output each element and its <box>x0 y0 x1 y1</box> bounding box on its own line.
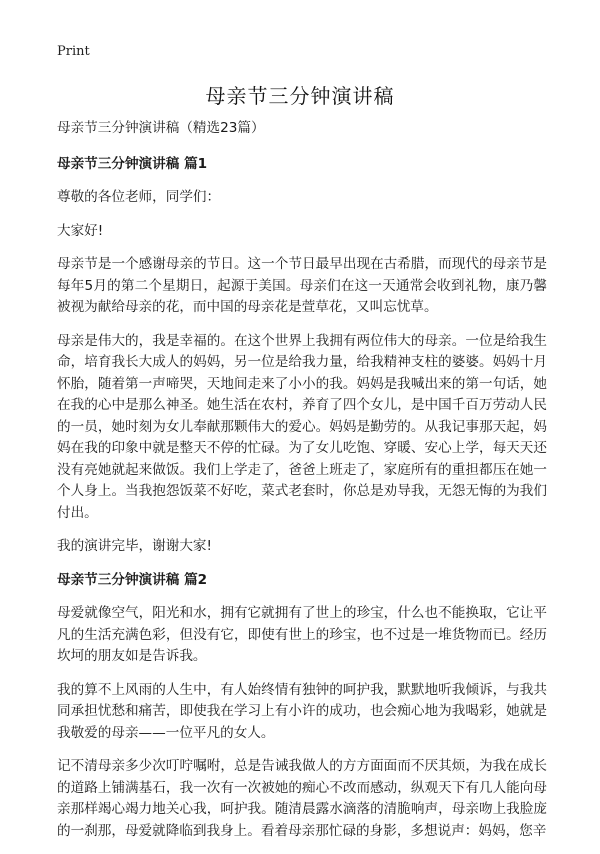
paragraph: 母亲是伟大的，我是幸福的。在这个世界上我拥有两位伟大的母亲。一位是给我生命，培育我长大成人的妈妈，另一位是给我力量，给我精神支柱的婆婆。妈妈十月怀胎，随着第一声啼哭，天地间走来了小小的我。妈妈是我喊出来的第一句话，她在我的心中是那么神圣。她生活在农村，养育了四个女儿，是中国千百万劳动人民的一员，她时刻为女儿奉献那颗伟大的爱心。妈妈是勤劳的。从我记事那天起，妈妈在我的印象中就是整天不停的忙碌。为了女儿吃饱、穿暖、安心上学，每天天还没有亮她就起来做饭。我们上学走了，爸爸上班走了，家庭所有的重担都压在她一个人身上。当我抱怨饭菜不好吃，菜式老套时，你总是劝导我，无怨无悔的为我们付出。 <box>57 332 547 521</box>
paragraph: 尊敬的各位老师，同学们： <box>57 189 221 205</box>
print-link[interactable]: Print <box>57 44 90 59</box>
section-heading-1: 母亲节三分钟演讲稿 篇1 <box>57 155 208 172</box>
paragraph: 母亲节是一个感谢母亲的节日。这一个节日最早出现在古希腊，而现代的母亲节是每年5月的第二个星期日，起源于美国。母亲们在这一天通常会收到礼物，康乃馨被视为献给母亲的花，而中国的母亲花是萱草花，又叫忘忧草。 <box>57 256 547 315</box>
document-subtitle: 母亲节三分钟演讲稿（精选23篇） <box>57 120 265 136</box>
document-body <box>57 118 547 854</box>
paragraph: 我的演讲完毕，谢谢大家! <box>57 538 212 554</box>
document-title: 母亲节三分钟演讲稿 <box>205 84 395 108</box>
paragraph: 记不清母亲多少次叮咛嘱咐，总是告诫我做人的方方面面而不厌其烦，为我在成长的道路上铺满基石，我一次有一次被她的痴心不改而感动，纵观天下有几人能向母亲那样竭心竭力地关心我，呵护我。随清晨露水滴落的清脆响声，母亲吻上我脸庞的一刹那，母爱就降临到我身上。看着母亲那忙碌的身影，多想说声：妈妈，您辛 <box>57 758 547 839</box>
section-heading-2: 母亲节三分钟演讲稿 篇2 <box>57 571 208 588</box>
paragraph: 我的算不上风雨的人生中，有人始终情有独钟的呵护我，默默地听我倾诉，与我共同承担忧愁和痛苦，即使我在学习上有小许的成功，也会痴心地为我喝彩，她就是我敬爱的母亲——一位平凡的女人。 <box>57 681 547 741</box>
paragraph: 大家好! <box>57 222 104 239</box>
paragraph: 母爱就像空气，阳光和水，拥有它就拥有了世上的珍宝，什么也不能换取，它让平凡的生活充满色彩，但没有它，即使有世上的珍宝，也不过是一堆货物而已。经历坎坷的朋友如是告诉我。 <box>57 605 547 664</box>
